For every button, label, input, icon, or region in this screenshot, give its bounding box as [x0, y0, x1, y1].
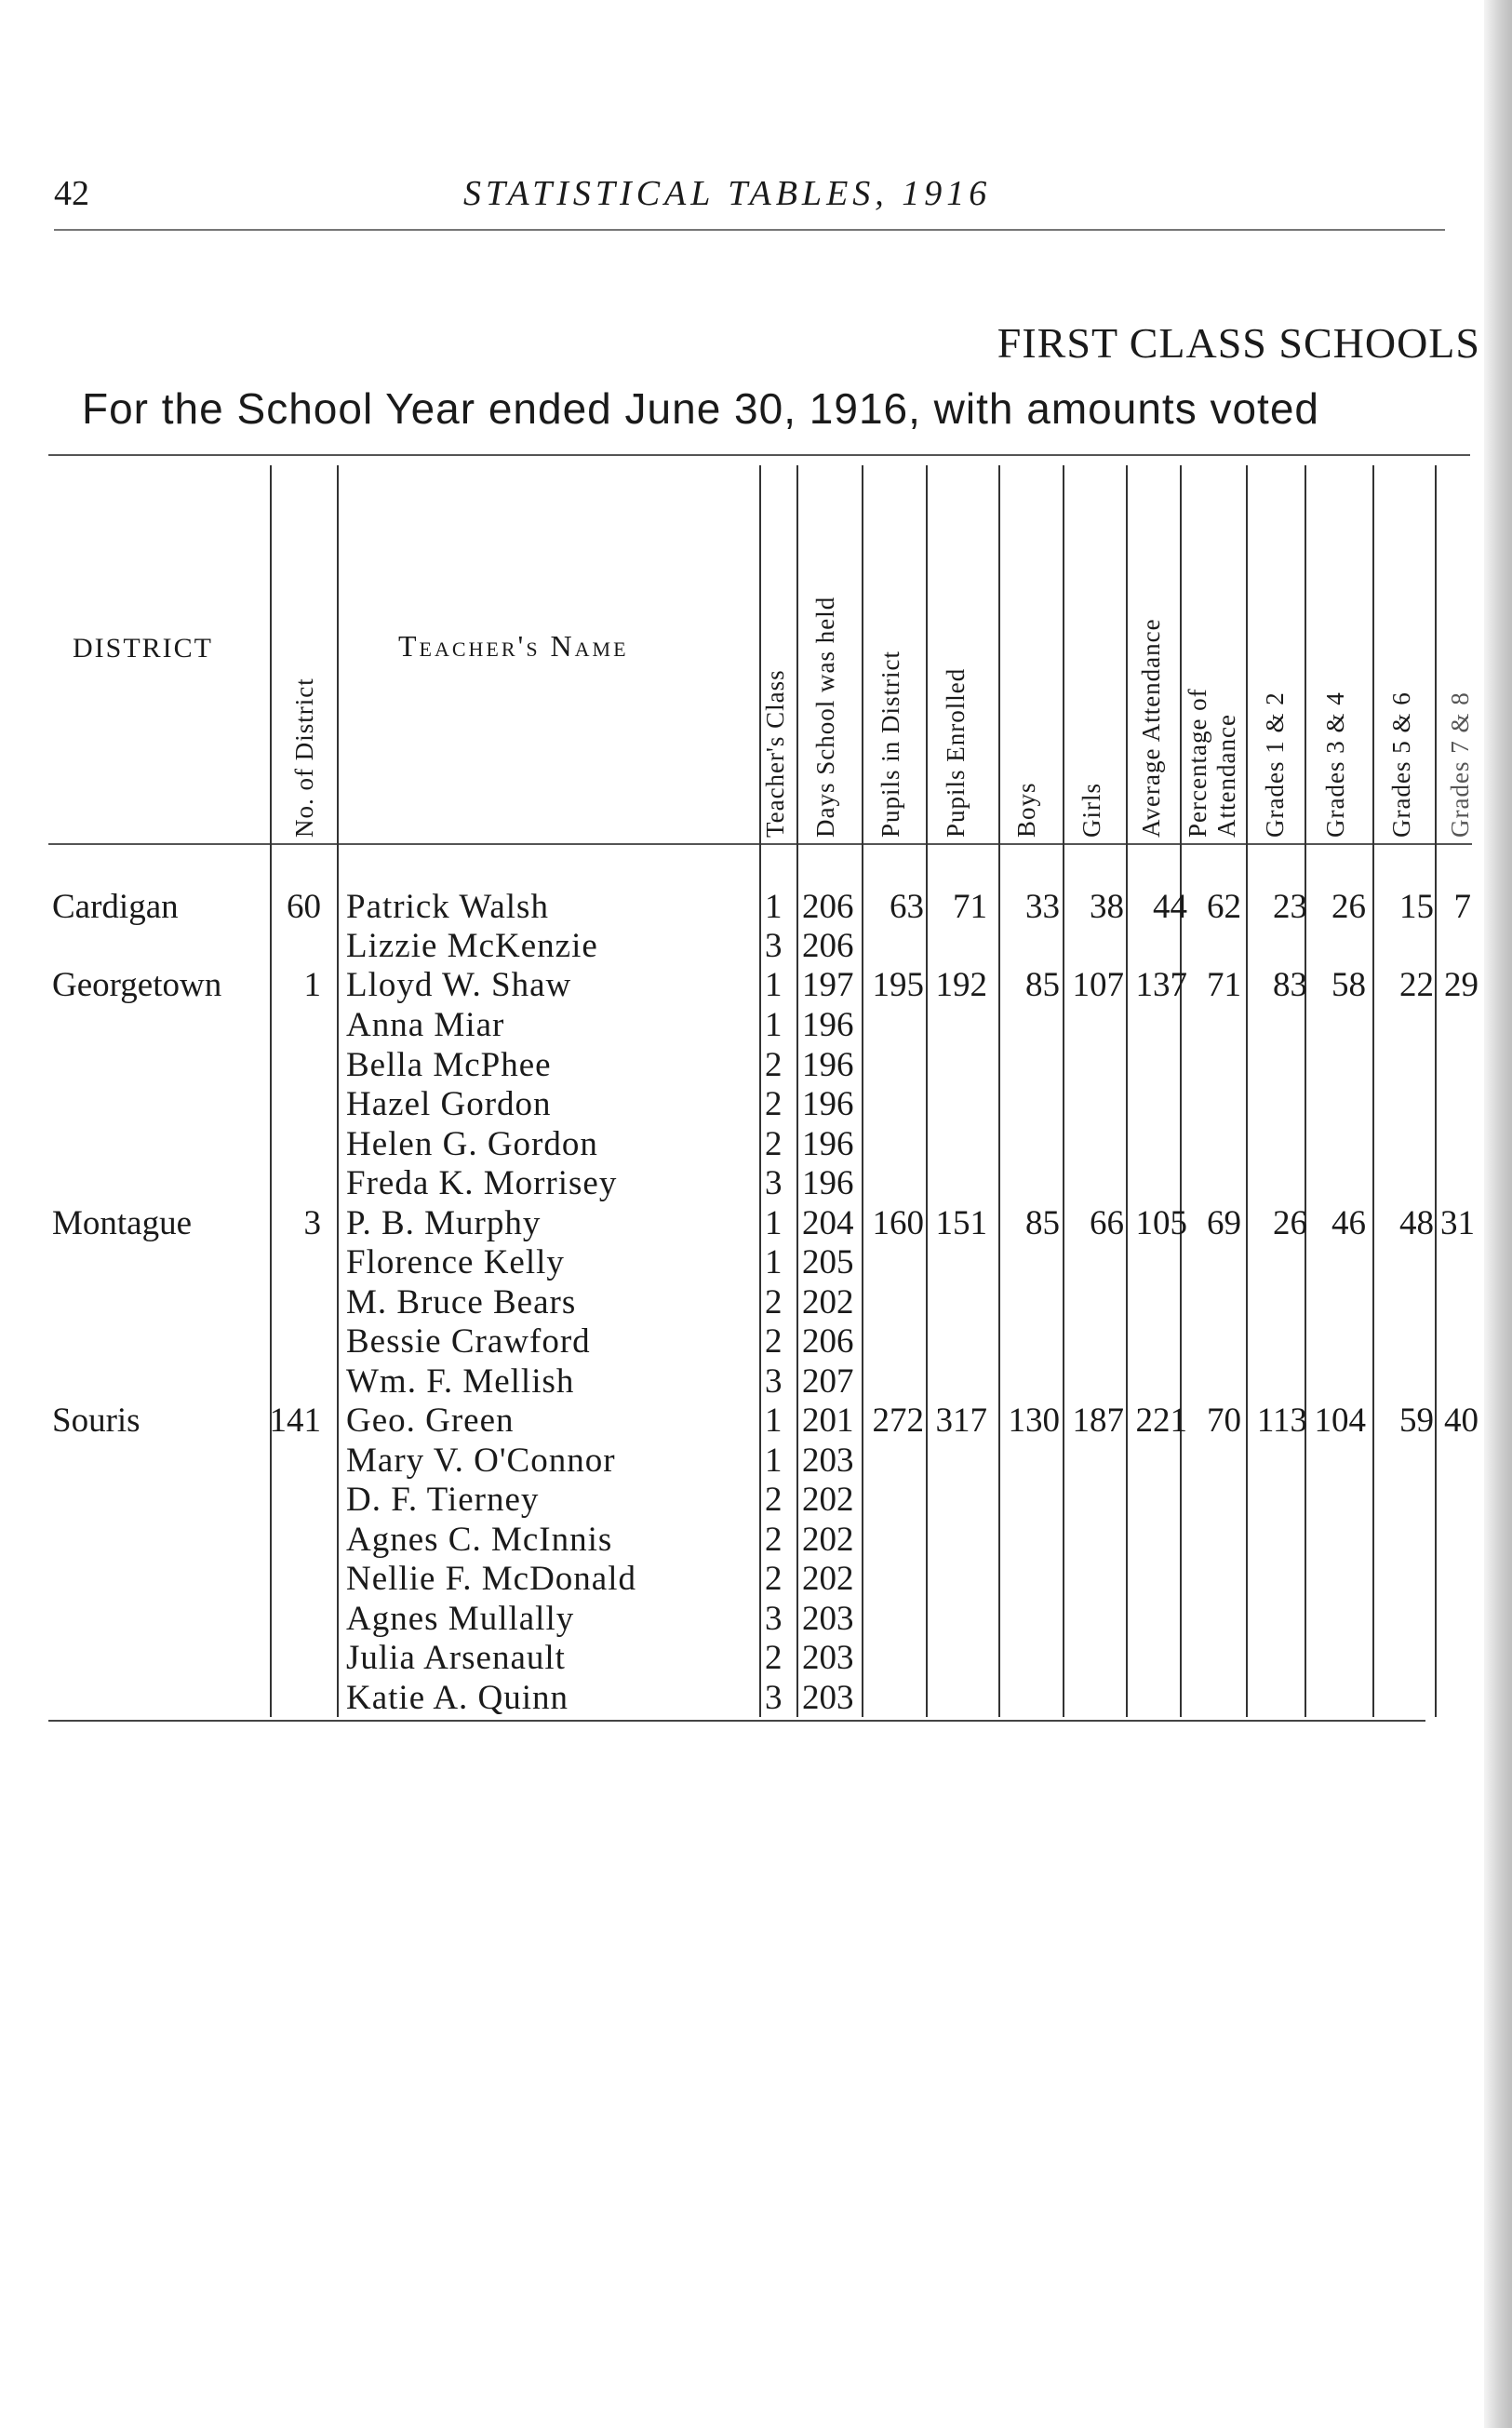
page-edge-shadow	[1484, 0, 1512, 2428]
days-held: 206	[802, 1322, 854, 1361]
days-held: 203	[802, 1442, 854, 1480]
days-held: 203	[802, 1679, 854, 1717]
column-divider	[1372, 465, 1374, 1717]
teacher-class: 3	[765, 1600, 783, 1638]
days-held: 206	[802, 888, 854, 926]
teacher-name: Julia Arsenault	[346, 1639, 566, 1677]
days-held: 201	[802, 1402, 854, 1440]
teacher-name: Helen G. Gordon	[346, 1125, 598, 1163]
teacher-class: 1	[765, 1243, 783, 1281]
teacher-name: Hazel Gordon	[346, 1085, 552, 1123]
teacher-name: D. F. Tierney	[346, 1481, 540, 1519]
teacher-name: Katie A. Quinn	[346, 1679, 569, 1717]
teacher-name: Agnes C. McInnis	[346, 1521, 613, 1559]
teacher-name: Lloyd W. Shaw	[346, 966, 572, 1004]
grades-7-8-count: 7	[1453, 888, 1471, 926]
page-number: 42	[54, 174, 89, 213]
column-divider	[1305, 465, 1306, 1717]
district-number: 60	[287, 888, 321, 926]
district-number: 1	[303, 966, 321, 1004]
days-held: 203	[802, 1639, 854, 1677]
column-divider	[1246, 465, 1248, 1717]
grades-1-2-count: 113	[1256, 1402, 1307, 1440]
average-attendance: 221	[1135, 1402, 1187, 1440]
teacher-class: 2	[765, 1125, 783, 1163]
table-subtitle: For the School Year ended June 30, 1916, with amounts voted	[82, 384, 1319, 433]
table-title: FIRST CLASS SCHOOLS	[997, 319, 1480, 367]
pupils-in-district: 272	[872, 1402, 924, 1440]
girls-count: 66	[1090, 1204, 1124, 1242]
teacher-name: Patrick Walsh	[346, 888, 549, 926]
column-divider	[926, 465, 928, 1717]
district-number: 3	[303, 1204, 321, 1242]
teacher-class: 3	[765, 1164, 783, 1202]
header-grades-5-6: Grades 5 & 6	[1387, 691, 1415, 838]
days-held: 196	[802, 1164, 854, 1202]
teacher-class: 1	[765, 1442, 783, 1480]
teacher-class: 1	[765, 1402, 783, 1440]
column-divider	[1180, 465, 1182, 1717]
teacher-name: Lizzie McKenzie	[346, 927, 598, 965]
column-divider	[1063, 465, 1064, 1717]
district-name: Montague	[52, 1204, 193, 1242]
grades-5-6-count: 22	[1399, 966, 1434, 1004]
days-held: 196	[802, 1085, 854, 1123]
header-pupils-enrolled: Pupils Enrolled	[942, 667, 970, 838]
teacher-class: 3	[765, 1362, 783, 1401]
days-held: 206	[802, 927, 854, 965]
grades-1-2-count: 83	[1273, 966, 1307, 1004]
table-top-rule	[48, 454, 1470, 456]
grades-7-8-count: 29	[1444, 966, 1479, 1004]
grades-7-8-count: 31	[1440, 1204, 1475, 1242]
district-number: 141	[269, 1402, 321, 1440]
days-held: 202	[802, 1521, 854, 1559]
header-days-held: Days School was held	[811, 596, 839, 838]
grades-5-6-count: 48	[1399, 1204, 1434, 1242]
running-head	[54, 173, 1450, 220]
teacher-class: 2	[765, 1046, 783, 1084]
grades-5-6-count: 15	[1399, 888, 1434, 926]
percentage-attendance: 71	[1207, 966, 1241, 1004]
teacher-class: 3	[765, 927, 783, 965]
district-name: Georgetown	[52, 966, 222, 1004]
header-pupils-district: Pupils in District	[876, 650, 904, 838]
teacher-class: 3	[765, 1679, 783, 1717]
pupils-in-district: 63	[890, 888, 924, 926]
boys-count: 85	[1025, 1204, 1060, 1242]
teacher-name: P. B. Murphy	[346, 1204, 542, 1242]
teacher-class: 2	[765, 1639, 783, 1677]
grades-7-8-count: 40	[1444, 1402, 1479, 1440]
header-grades-1-2: Grades 1 & 2	[1261, 691, 1289, 838]
teacher-name: M. Bruce Bears	[346, 1283, 577, 1321]
header-teacher-class: Teacher's Class	[761, 669, 789, 838]
teacher-name: Bella McPhee	[346, 1046, 552, 1084]
teacher-class: 1	[765, 1006, 783, 1044]
pupils-in-district: 195	[872, 966, 924, 1004]
days-held: 207	[802, 1362, 854, 1401]
header-grades-3-4: Grades 3 & 4	[1321, 691, 1349, 838]
percentage-attendance: 62	[1207, 888, 1241, 926]
days-held: 202	[802, 1560, 854, 1598]
header-grades-7-8: Grades 7 & 8	[1446, 691, 1474, 838]
girls-count: 38	[1090, 888, 1124, 926]
days-held: 204	[802, 1204, 854, 1242]
teacher-name: Bessie Crawford	[346, 1322, 591, 1361]
header-pct-attendance: Percentage of Attendance	[1184, 688, 1241, 838]
teacher-class: 1	[765, 888, 783, 926]
pupils-enrolled: 192	[935, 966, 987, 1004]
header-girls: Girls	[1077, 783, 1105, 838]
header-district: DISTRICT	[73, 633, 213, 664]
percentage-attendance: 70	[1207, 1402, 1241, 1440]
table-bottom-rule	[48, 1720, 1425, 1722]
girls-count: 107	[1072, 966, 1124, 1004]
grades-3-4-count: 58	[1331, 966, 1366, 1004]
column-divider	[796, 465, 798, 1717]
days-held: 196	[802, 1046, 854, 1084]
pupils-enrolled: 317	[935, 1402, 987, 1440]
average-attendance: 137	[1135, 966, 1187, 1004]
percentage-attendance: 69	[1207, 1204, 1241, 1242]
column-divider	[1126, 465, 1128, 1717]
running-title: STATISTICAL TABLES, 1916	[463, 174, 992, 213]
header-teacher-name: Teacher's Name	[398, 629, 629, 663]
teacher-class: 2	[765, 1283, 783, 1321]
teacher-class: 1	[765, 1204, 783, 1242]
days-held: 196	[802, 1006, 854, 1044]
teacher-class: 1	[765, 966, 783, 1004]
girls-count: 187	[1072, 1402, 1124, 1440]
column-divider	[1435, 465, 1437, 1717]
pupils-enrolled: 71	[953, 888, 987, 926]
teacher-name: Freda K. Morrisey	[346, 1164, 618, 1202]
days-held: 205	[802, 1243, 854, 1281]
header-rule	[54, 229, 1445, 231]
column-divider	[270, 465, 272, 1717]
teacher-name: Mary V. O'Connor	[346, 1442, 616, 1480]
header-avg-attendance: Average Attendance	[1137, 618, 1165, 838]
boys-count: 33	[1025, 888, 1060, 926]
teacher-name: Florence Kelly	[346, 1243, 565, 1281]
pupils-in-district: 160	[872, 1204, 924, 1242]
teacher-class: 2	[765, 1322, 783, 1361]
teacher-name: Geo. Green	[346, 1402, 515, 1440]
days-held: 202	[802, 1481, 854, 1519]
teacher-name: Agnes Mullally	[346, 1600, 575, 1638]
teacher-class: 2	[765, 1481, 783, 1519]
teacher-class: 2	[765, 1085, 783, 1123]
pupils-enrolled: 151	[935, 1204, 987, 1242]
teacher-class: 2	[765, 1521, 783, 1559]
teacher-name: Wm. F. Mellish	[346, 1362, 575, 1401]
teacher-name: Anna Miar	[346, 1006, 505, 1044]
teacher-class: 2	[765, 1560, 783, 1598]
boys-count: 130	[1008, 1402, 1060, 1440]
teacher-name: Nellie F. McDonald	[346, 1560, 637, 1598]
days-held: 197	[802, 966, 854, 1004]
grades-1-2-count: 26	[1273, 1204, 1307, 1242]
grades-3-4-count: 46	[1331, 1204, 1366, 1242]
grades-5-6-count: 59	[1399, 1402, 1434, 1440]
grades-3-4-count: 104	[1314, 1402, 1366, 1440]
grades-1-2-count: 23	[1273, 888, 1307, 926]
column-divider	[862, 465, 863, 1717]
grades-3-4-count: 26	[1331, 888, 1366, 926]
days-held: 196	[802, 1125, 854, 1163]
district-name: Cardigan	[52, 888, 179, 926]
average-attendance: 44	[1153, 888, 1187, 926]
header-no-of-district: No. of District	[290, 677, 318, 838]
column-divider	[998, 465, 1000, 1717]
days-held: 203	[802, 1600, 854, 1638]
average-attendance: 105	[1135, 1204, 1187, 1242]
header-boys: Boys	[1012, 782, 1040, 838]
days-held: 202	[802, 1283, 854, 1321]
column-divider	[337, 465, 339, 1717]
boys-count: 85	[1025, 966, 1060, 1004]
district-name: Souris	[52, 1402, 140, 1440]
